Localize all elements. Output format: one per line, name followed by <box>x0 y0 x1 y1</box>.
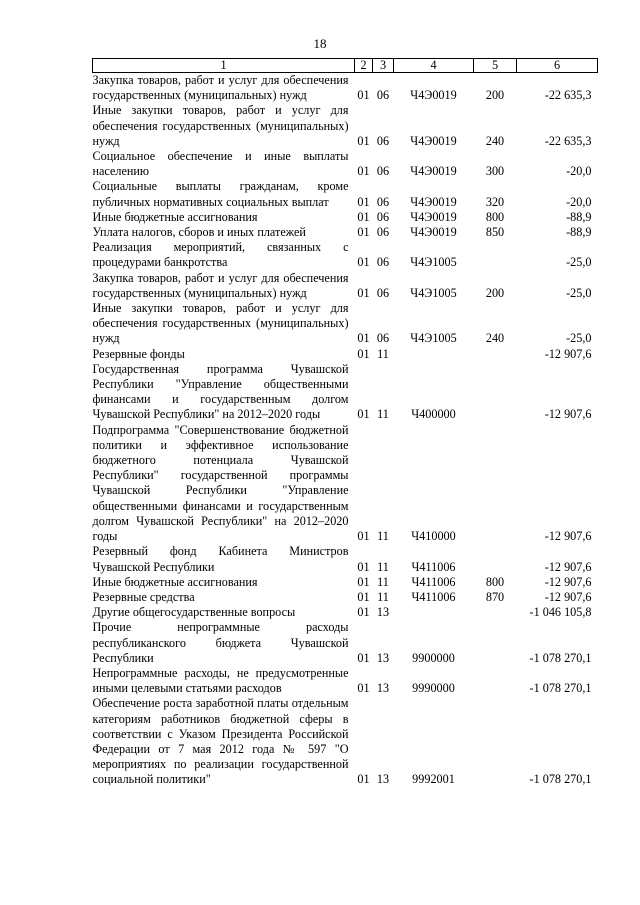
table-row <box>93 605 598 620</box>
row-amount: -1 078 270,1 <box>529 772 592 787</box>
row-section: 01 <box>357 589 370 604</box>
row-amount: -25,0 <box>566 285 592 300</box>
table-row <box>93 240 598 270</box>
table-row <box>93 149 598 179</box>
row-amount: -25,0 <box>566 255 592 270</box>
row-name: Социальные выплаты гражданам, кроме публичных нормативных социальных выплат <box>92 179 349 209</box>
row-target-article: Ч410000 <box>411 529 456 544</box>
row-target-article: Ч411006 <box>411 559 456 574</box>
row-subsection: 06 <box>376 194 390 209</box>
row-name: Реализация мероприятий, связанных с процедурами банкротства <box>92 240 349 270</box>
row-section: 01 <box>357 681 370 696</box>
row-amount: -12 907,6 <box>544 589 592 604</box>
row-section: 01 <box>357 255 370 270</box>
row-expense-type <box>474 362 517 423</box>
row-subsection: 13 <box>376 772 390 787</box>
row-expense-type: 200 <box>485 285 505 300</box>
row-expense-type: 870 <box>485 589 505 604</box>
row-subsection: 11 <box>377 574 389 589</box>
row-section: 01 <box>357 331 370 346</box>
row-subsection: 13 <box>376 605 390 620</box>
column-header: 3 <box>373 59 394 73</box>
row-amount: -12 907,6 <box>544 529 592 544</box>
page-number: 18 <box>313 36 327 51</box>
row-name: Подпрограмма "Совершенствование бюджетной политики и эффективное использование бюджетного потенциала Чувашской Республики" государственной программы Чувашской Республики "Управление общественными финансами и государственным долгом Чувашской Республики" на 2012–2020 годы <box>92 422 349 544</box>
table-row <box>93 423 598 545</box>
budget-table <box>92 58 598 788</box>
row-expense-type <box>474 666 517 696</box>
row-amount: -25,0 <box>566 331 592 346</box>
row-amount: -12 907,6 <box>544 559 592 574</box>
column-header: 1 <box>93 59 355 73</box>
row-amount: -20,0 <box>566 164 592 179</box>
row-section: 01 <box>357 559 370 574</box>
table-row <box>93 73 598 104</box>
row-section: 01 <box>357 574 370 589</box>
row-subsection: 11 <box>377 529 389 544</box>
row-subsection: 06 <box>376 164 390 179</box>
table-row <box>93 347 598 362</box>
row-amount: -88,9 <box>566 209 592 224</box>
column-header: 6 <box>517 59 598 73</box>
row-section: 01 <box>357 133 370 148</box>
row-expense-type: 300 <box>485 164 505 179</box>
row-section: 01 <box>357 194 370 209</box>
row-target-article: Ч411006 <box>411 574 456 589</box>
row-section: 01 <box>357 650 370 665</box>
row-section: 01 <box>357 529 370 544</box>
table-row <box>93 271 598 301</box>
row-name: Резервные средства <box>92 589 195 604</box>
row-target-article: Ч4Э0019 <box>410 209 457 224</box>
row-expense-type <box>474 620 517 666</box>
table-row <box>93 225 598 240</box>
row-name: Обеспечение роста заработной платы отдельным категориям работников бюджетной сферы в соответствии с Указом Президента Российской Федерации от 7 мая 2012 года № 597 "О мероприятиях по реализации государственной социальной политики" <box>92 696 349 787</box>
row-name: Социальное обеспечение и иные выплаты населению <box>92 149 349 179</box>
row-name: Другие общегосударственные вопросы <box>92 605 296 620</box>
column-header: 2 <box>355 59 373 73</box>
row-subsection: 06 <box>376 285 390 300</box>
row-subsection: 11 <box>377 559 389 574</box>
row-target-article: Ч4Э0019 <box>410 225 457 240</box>
row-subsection: 06 <box>376 133 390 148</box>
row-subsection: 13 <box>376 650 390 665</box>
row-amount: -22 635,3 <box>544 133 592 148</box>
row-name: Резервный фонд Кабинета Министров Чувашской Республики <box>92 544 349 574</box>
row-name: Иные закупки товаров, работ и услуг для обеспечения государственных (муниципальных) нужд <box>92 103 349 148</box>
row-expense-type: 240 <box>485 331 505 346</box>
column-header: 5 <box>474 59 517 73</box>
table-row <box>93 575 598 590</box>
table-row <box>93 620 598 666</box>
row-section: 01 <box>357 407 370 422</box>
row-name: Непрограммные расходы, не предусмотренные иными целевыми статьями расходов <box>92 665 349 696</box>
row-amount: -88,9 <box>566 225 592 240</box>
row-expense-type: 850 <box>485 225 505 240</box>
row-target-article: Ч4Э0019 <box>410 194 457 209</box>
table-row <box>93 544 598 574</box>
table-row <box>93 210 598 225</box>
table-row <box>93 301 598 347</box>
row-name: Резервные фонды <box>92 346 185 361</box>
table-header <box>93 59 598 73</box>
row-target-article: 9992001 <box>412 772 455 787</box>
row-section: 01 <box>357 88 370 103</box>
row-section: 01 <box>357 164 370 179</box>
row-name: Закупка товаров, работ и услуг для обеспечения государственных (муниципальных) нужд <box>92 270 349 300</box>
row-name: Иные закупки товаров, работ и услуг для обеспечения государственных (муниципальных) нужд <box>92 301 349 346</box>
row-subsection: 11 <box>377 346 389 361</box>
row-target-article: Ч411006 <box>411 589 456 604</box>
row-amount: -1 078 270,1 <box>529 681 592 696</box>
row-subsection: 11 <box>377 589 389 604</box>
row-target-article: Ч4Э0019 <box>410 133 457 148</box>
row-expense-type <box>474 347 517 362</box>
row-subsection: 13 <box>376 681 390 696</box>
row-expense-type: 240 <box>485 133 505 148</box>
row-target-article <box>394 347 474 362</box>
row-expense-type: 320 <box>485 194 505 209</box>
row-name: Уплата налогов, сборов и иных платежей <box>92 225 306 240</box>
row-expense-type: 800 <box>485 574 505 589</box>
row-section: 01 <box>357 209 370 224</box>
row-amount: -1 078 270,1 <box>529 650 592 665</box>
row-expense-type <box>474 423 517 545</box>
row-amount: -12 907,6 <box>544 407 592 422</box>
row-target-article: Ч4Э1005 <box>410 285 457 300</box>
row-expense-type: 800 <box>485 209 505 224</box>
row-subsection: 06 <box>376 331 390 346</box>
row-subsection: 06 <box>376 255 390 270</box>
row-amount: -12 907,6 <box>544 574 592 589</box>
table-row <box>93 362 598 423</box>
row-target-article: Ч400000 <box>411 407 456 422</box>
row-name: Иные бюджетные ассигнования <box>92 209 258 224</box>
row-subsection: 06 <box>376 225 390 240</box>
row-subsection: 11 <box>377 407 389 422</box>
row-amount: -1 046 105,8 <box>529 605 592 620</box>
row-section: 01 <box>357 346 370 361</box>
row-target-article: 9990000 <box>412 681 455 696</box>
table-row <box>93 103 598 149</box>
table-row <box>93 179 598 209</box>
row-target-article: Ч4Э0019 <box>410 164 457 179</box>
row-target-article: Ч4Э1005 <box>410 255 457 270</box>
row-section: 01 <box>357 225 370 240</box>
row-name: Иные бюджетные ассигнования <box>92 574 258 589</box>
row-amount: -12 907,6 <box>544 346 592 361</box>
table-row <box>93 590 598 605</box>
row-target-article: Ч4Э1005 <box>410 331 457 346</box>
row-section: 01 <box>357 772 370 787</box>
row-name: Закупка товаров, работ и услуг для обеспечения государственных (муниципальных) нужд <box>92 73 349 103</box>
table-body <box>93 73 598 788</box>
row-subsection: 06 <box>376 209 390 224</box>
row-section: 01 <box>357 605 370 620</box>
row-expense-type <box>474 696 517 787</box>
row-section: 01 <box>357 285 370 300</box>
row-expense-type <box>474 240 517 270</box>
row-amount: -22 635,3 <box>544 88 592 103</box>
row-expense-type: 200 <box>485 88 505 103</box>
row-target-article: Ч4Э0019 <box>410 88 457 103</box>
row-target-article <box>394 605 474 620</box>
table-row <box>93 666 598 696</box>
row-name: Государственная программа Чувашской Республики "Управление общественными финансами и государственным долгом Чувашской Республики" на 2012–2020 годы <box>92 361 349 422</box>
column-header: 4 <box>394 59 474 73</box>
row-expense-type <box>474 605 517 620</box>
table-row <box>93 696 598 787</box>
row-target-article: 9900000 <box>412 650 455 665</box>
row-amount: -20,0 <box>566 194 592 209</box>
row-expense-type <box>474 544 517 574</box>
row-subsection: 06 <box>376 88 390 103</box>
row-name: Прочие непрограммные расходы республиканского бюджета Чувашской Республики <box>92 620 349 665</box>
